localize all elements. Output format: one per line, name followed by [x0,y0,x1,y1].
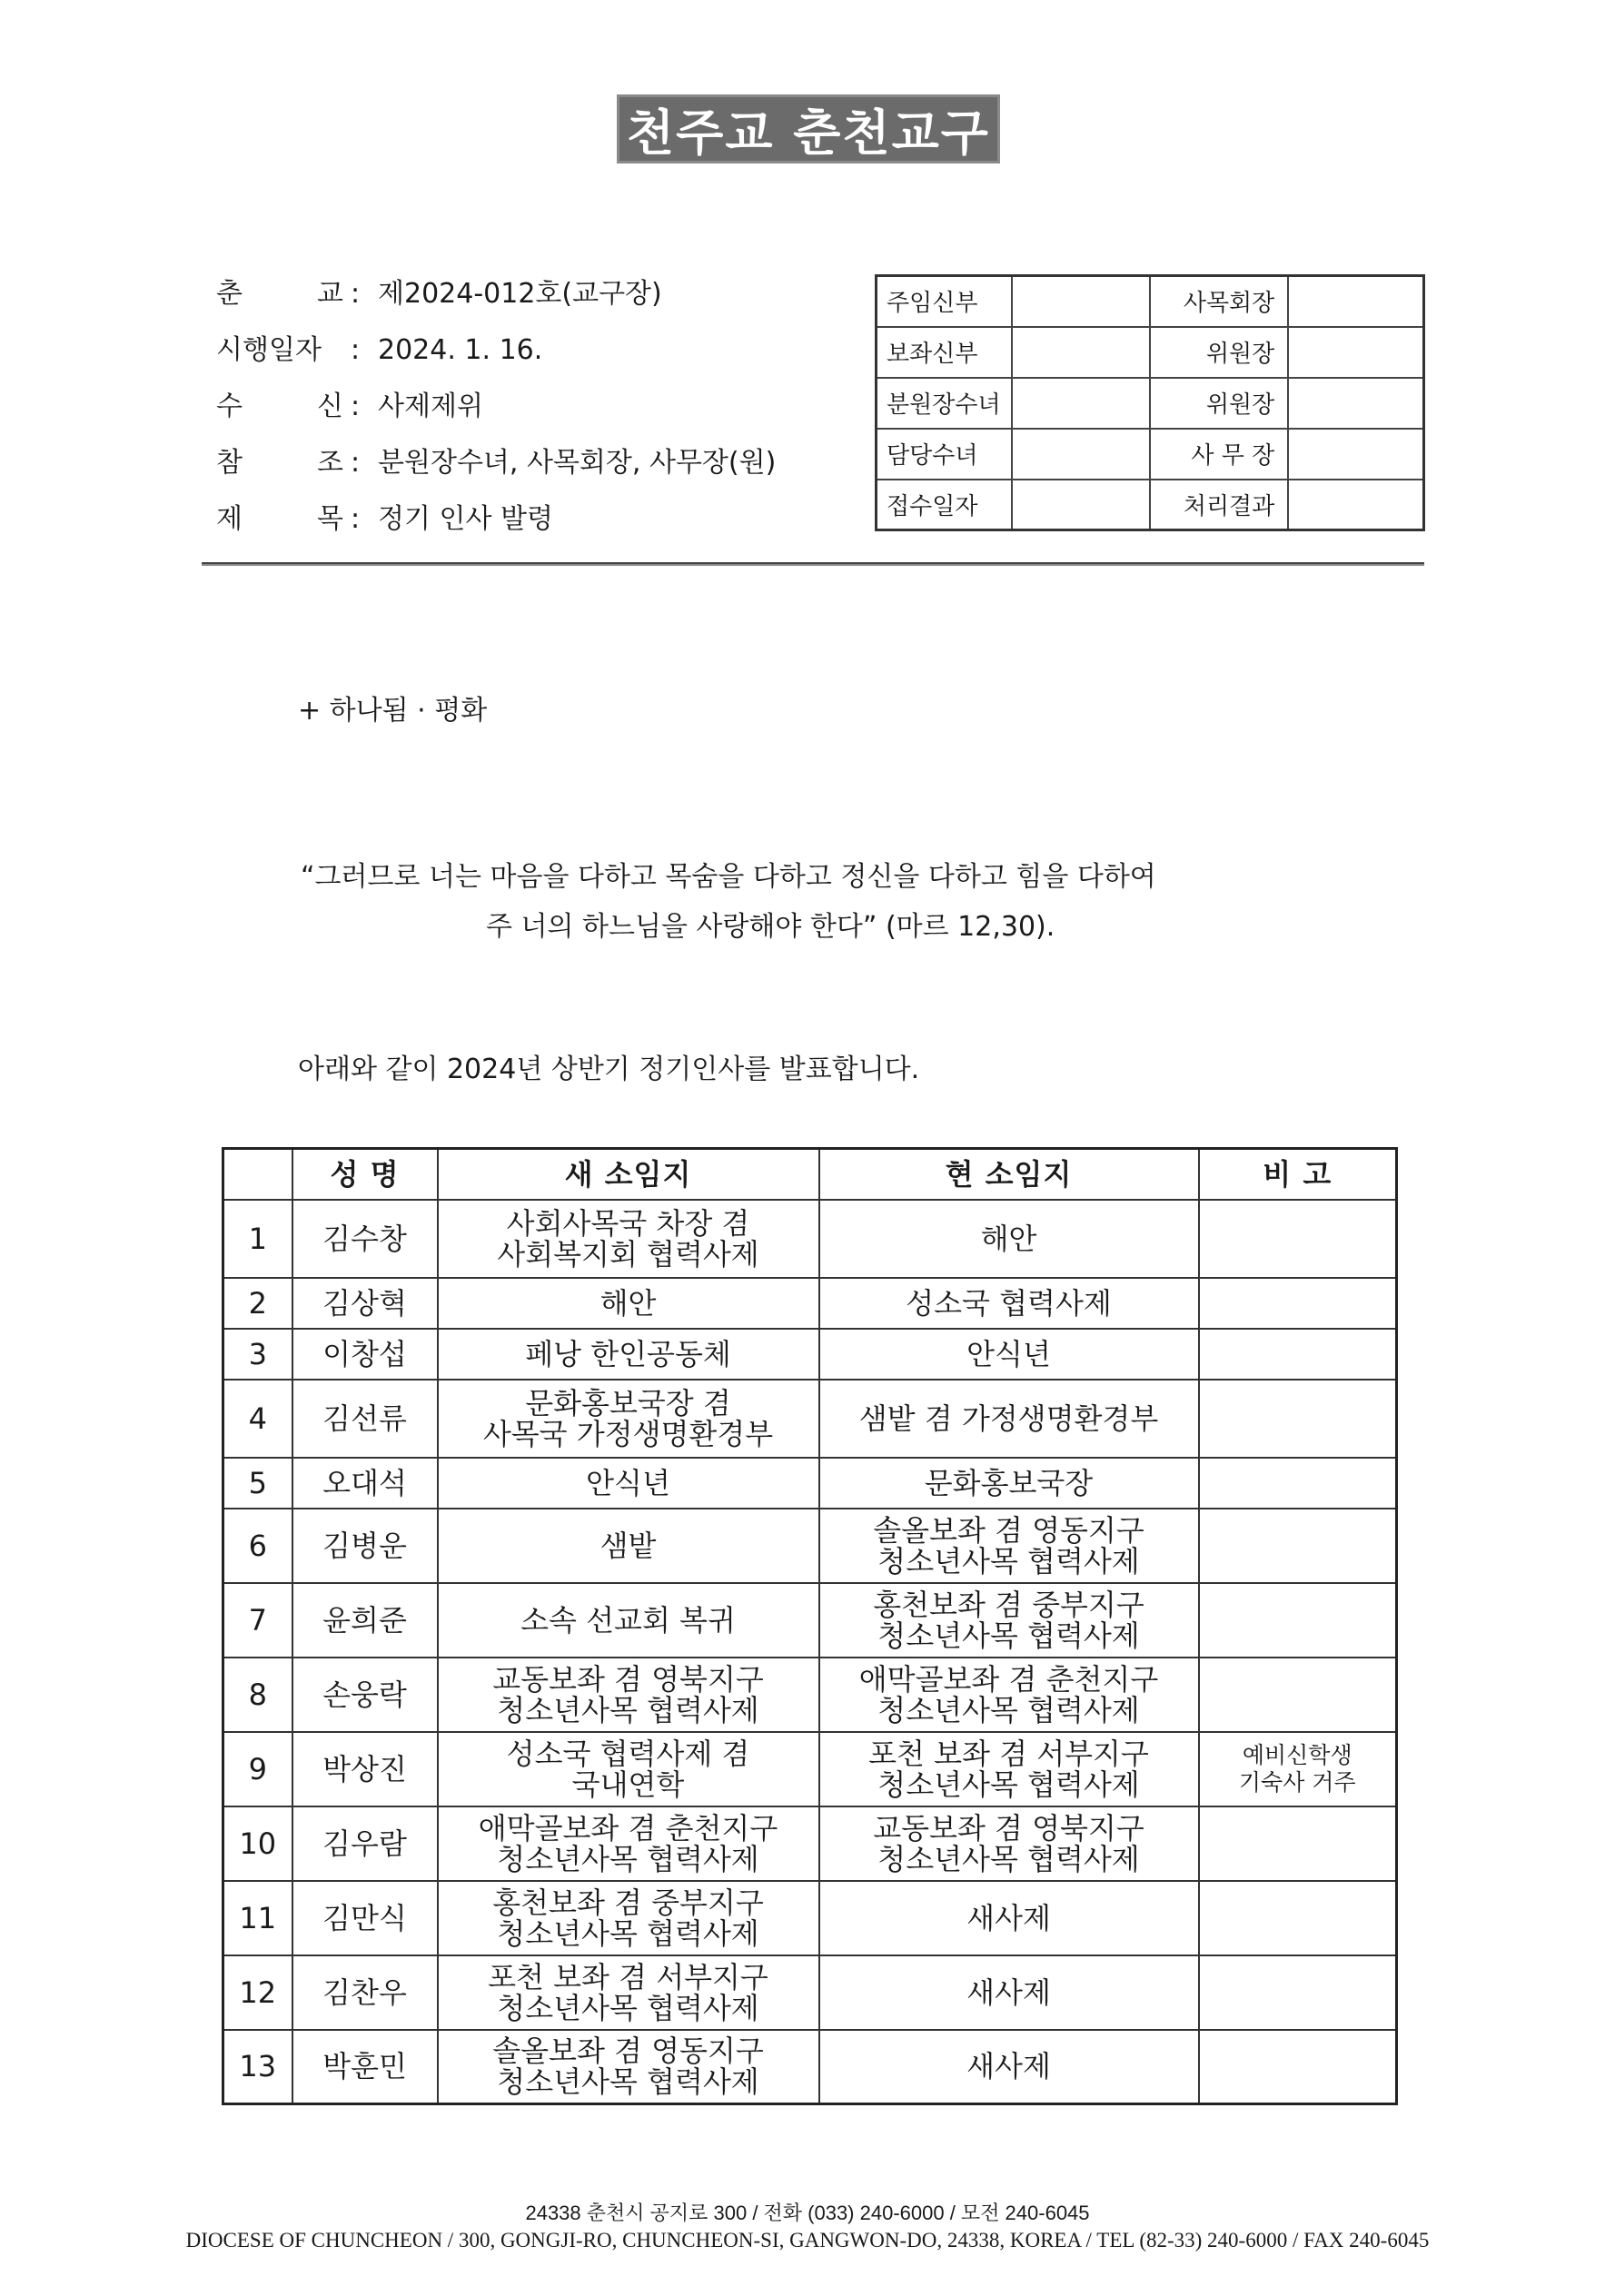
approval-label: 사목회장 [1150,276,1288,327]
current-assignment [819,1329,1199,1380]
header-colon: : [351,447,361,479]
table-row [223,1200,1397,1278]
row-number: 12 [223,1955,292,2030]
new-assignment-line: 포천 보좌 겸 서부지구 [488,1959,768,1994]
current-assignment [819,1955,1199,2030]
quote-line-1: “그러므로 너는 마음을 다하고 목숨을 다하고 정신을 다하고 힘을 다하여 [301,861,1156,893]
header-value: 제2024-012호(교구장) [378,278,662,310]
header-label: 제 목 [216,503,343,535]
approval-row [877,276,1424,327]
approval-signature-cell [1012,327,1150,378]
person-name: 오대석 [292,1458,438,1509]
new-assignment-line: 안식년 [586,1465,670,1500]
table-row [223,1380,1397,1458]
current-assignment-line: 솔올보좌 겸 영동지구 [873,1512,1144,1548]
new-assignment-line: 애막골보좌 겸 춘천지구 [478,1810,778,1846]
new-assignment [438,1658,819,1732]
header-value: 분원장수녀, 사목회장, 사무장(원) [378,447,777,479]
note-cell [1199,1658,1397,1732]
approval-label: 위원장 [1150,327,1288,378]
row-number: 3 [223,1329,292,1380]
person-name: 이창섭 [292,1329,438,1380]
approval-label: 보좌신부 [877,327,1012,378]
new-assignment [438,1583,819,1658]
greeting: + 하나됨 · 평화 [298,695,488,727]
current-assignment [819,1458,1199,1509]
new-assignment-line: 국내연학 [571,1767,685,1802]
approval-signature-cell [1012,480,1150,530]
row-number: 10 [223,1806,292,1881]
footer-address-korean: 24338 춘천시 공지로 300 / 전화 (033) 240-6000 / 모전 240-6045 [525,2202,1090,2224]
new-assignment-line: 소속 선교회 복귀 [520,1602,736,1638]
approval-label: 처리결과 [1150,480,1288,530]
note-cell [1199,1278,1397,1329]
new-assignment [438,1278,819,1329]
current-assignment-line: 포천 보좌 겸 서부지구 [868,1736,1149,1771]
new-assignment [438,1329,819,1380]
header-colon: : [351,278,361,310]
person-name: 윤희준 [292,1583,438,1658]
note-cell [1199,1881,1397,1955]
approval-signature-cell [1288,327,1423,378]
approval-row [877,378,1424,429]
current-assignment-line: 애막골보좌 겸 춘천지구 [858,1661,1159,1697]
header-value: 정기 인사 발령 [378,503,553,535]
table-row [223,1278,1397,1329]
approval-signature-cell [1288,429,1423,480]
approval-row [877,480,1424,530]
approval-label: 사 무 장 [1150,429,1288,480]
new-assignment-line: 홍천보좌 겸 중부지구 [492,1885,764,1920]
approval-signature-cell [1012,429,1150,480]
current-assignment [819,1806,1199,1881]
person-name: 김찬우 [292,1955,438,2030]
new-assignment [438,1380,819,1458]
header-value: 2024. 1. 16. [378,334,543,366]
current-assignment [819,1200,1199,1278]
row-number: 6 [223,1509,292,1583]
header-colon: : [351,391,361,422]
table-row [223,1955,1397,2030]
approval-label: 접수일자 [877,480,1012,530]
current-assignment-line: 안식년 [966,1336,1051,1371]
new-assignment [438,1732,819,1806]
column-header: 현 소임지 [819,1149,1199,1200]
new-assignment-line: 해안 [599,1285,657,1321]
new-assignment-line: 교동보좌 겸 영북지구 [492,1661,764,1697]
new-assignment-line: 청소년사목 협력사제 [497,1841,759,1876]
note-cell [1199,1458,1397,1509]
table-row [223,1806,1397,1881]
current-assignment-line: 해안 [980,1221,1037,1256]
new-assignment-line: 청소년사목 협력사제 [497,1990,759,2025]
new-assignment [438,1955,819,2030]
note-cell [1199,1329,1397,1380]
row-number: 2 [223,1278,292,1329]
new-assignment [438,1806,819,1881]
new-assignment-line: 사목국 가정생명환경부 [482,1416,774,1451]
approval-row [877,429,1424,480]
person-name: 김수창 [292,1200,438,1278]
note-cell [1199,1955,1397,2030]
header-label: 참 조 [216,447,343,479]
approval-signature-cell [1288,276,1423,327]
new-assignment-line: 청소년사목 협력사제 [497,1692,759,1727]
current-assignment-line: 문화홍보국장 [924,1465,1094,1500]
current-assignment-line: 새사제 [966,1900,1051,1935]
approval-row [877,327,1424,378]
new-assignment-line: 성소국 협력사제 겸 [506,1736,750,1771]
person-name: 김병운 [292,1509,438,1583]
note-cell [1199,2030,1397,2104]
quote-line-2: 주 너의 하느님을 사랑해야 한다” (마르 12,30). [486,911,1055,943]
row-number: 9 [223,1732,292,1806]
current-assignment-line: 새사제 [966,1974,1051,2010]
current-assignment-line: 청소년사목 협력사제 [877,1841,1140,1876]
current-assignment-line: 청소년사목 협력사제 [877,1767,1140,1802]
current-assignment [819,2030,1199,2104]
new-assignment-line: 청소년사목 협력사제 [497,1915,759,1951]
person-name: 김상혁 [292,1278,438,1329]
person-name: 손웅락 [292,1658,438,1732]
current-assignment [819,1583,1199,1658]
current-assignment-line: 청소년사목 협력사제 [877,1692,1140,1727]
current-assignment [819,1278,1199,1329]
note-cell [1199,1732,1397,1806]
current-assignment-line: 샘밭 겸 가정생명환경부 [858,1400,1159,1436]
new-assignment [438,1509,819,1583]
approval-label: 위원장 [1150,378,1288,429]
new-assignment-line: 페낭 한인공동체 [525,1336,731,1371]
table-row [223,1583,1397,1658]
current-assignment [819,1881,1199,1955]
header-label: 춘 교 [216,278,343,310]
footer-address-english: DIOCESE OF CHUNCHEON / 300, GONGJI-RO, CHUNCHEON-SI, GANGWON-DO, 24338, KOREA / TEL (82-33) 240-6000 / FAX 240-6045 [185,2229,1430,2251]
person-name: 김우람 [292,1806,438,1881]
table-row [223,1458,1397,1509]
new-assignment-line: 샘밭 [599,1528,657,1563]
column-header: 비 고 [1199,1149,1397,1200]
header-colon: : [351,334,361,366]
row-number: 5 [223,1458,292,1509]
header-divider [202,562,1424,566]
person-name: 박상진 [292,1732,438,1806]
table-row [223,2030,1397,2104]
current-assignment-line: 교동보좌 겸 영북지구 [873,1810,1144,1846]
new-assignment-line: 솔올보좌 겸 영동지구 [492,2034,764,2069]
current-assignment-line: 홍천보좌 겸 중부지구 [873,1587,1144,1622]
table-row [223,1732,1397,1806]
approval-label: 분원장수녀 [877,378,1012,429]
header-colon: : [351,503,361,535]
header-value: 사제제위 [378,391,483,422]
note-cell [1199,1509,1397,1583]
row-number: 11 [223,1881,292,1955]
approval-signature-cell [1288,378,1423,429]
note-cell [1199,1380,1397,1458]
current-assignment-line: 청소년사목 협력사제 [877,1543,1140,1578]
current-assignment [819,1658,1199,1732]
note-cell [1199,1200,1397,1278]
diocese-logo: 천주교 춘천교구 [617,94,1000,163]
row-number: 1 [223,1200,292,1278]
column-header: 성 명 [292,1149,438,1200]
new-assignment [438,2030,819,2104]
row-number: 7 [223,1583,292,1658]
person-name: 박훈민 [292,2030,438,2104]
approval-signature-cell [1012,378,1150,429]
table-row [223,1881,1397,1955]
person-name: 김선류 [292,1380,438,1458]
row-number: 13 [223,2030,292,2104]
approval-label: 주임신부 [877,276,1012,327]
approval-table [875,274,1425,531]
new-assignment-line: 문화홍보국장 겸 [525,1385,731,1420]
current-assignment-line: 성소국 협력사제 [906,1285,1112,1321]
table-row [223,1658,1397,1732]
new-assignment [438,1458,819,1509]
note-cell [1199,1583,1397,1658]
new-assignment-line: 사회사목국 차장 겸 [506,1205,750,1241]
current-assignment-line: 청소년사목 협력사제 [877,1618,1140,1653]
current-assignment [819,1380,1199,1458]
new-assignment-line: 청소년사목 협력사제 [497,2064,759,2100]
new-assignment [438,1881,819,1955]
person-name: 김만식 [292,1881,438,1955]
table-row [223,1509,1397,1583]
approval-signature-cell [1288,480,1423,530]
table-row [223,1329,1397,1380]
header-label: 시행일자 [216,334,322,366]
note-cell-line: 기숙사 거주 [1238,1768,1356,1796]
new-assignment-line: 사회복지회 협력사제 [497,1236,759,1272]
note-cell-line: 예비신학생 [1242,1741,1352,1768]
header-label: 수 신 [216,391,343,422]
current-assignment [819,1509,1199,1583]
intro-text: 아래와 같이 2024년 상반기 정기인사를 발표합니다. [298,1054,920,1085]
current-assignment-line: 새사제 [966,2049,1051,2084]
approval-signature-cell [1012,276,1150,327]
approval-label: 담당수녀 [877,429,1012,480]
new-assignment [438,1200,819,1278]
note-cell [1199,1806,1397,1881]
row-number: 8 [223,1658,292,1732]
column-header: 새 소임지 [438,1149,819,1200]
row-number: 4 [223,1380,292,1458]
personnel-table [222,1147,1398,2105]
column-header [223,1149,292,1200]
current-assignment [819,1732,1199,1806]
